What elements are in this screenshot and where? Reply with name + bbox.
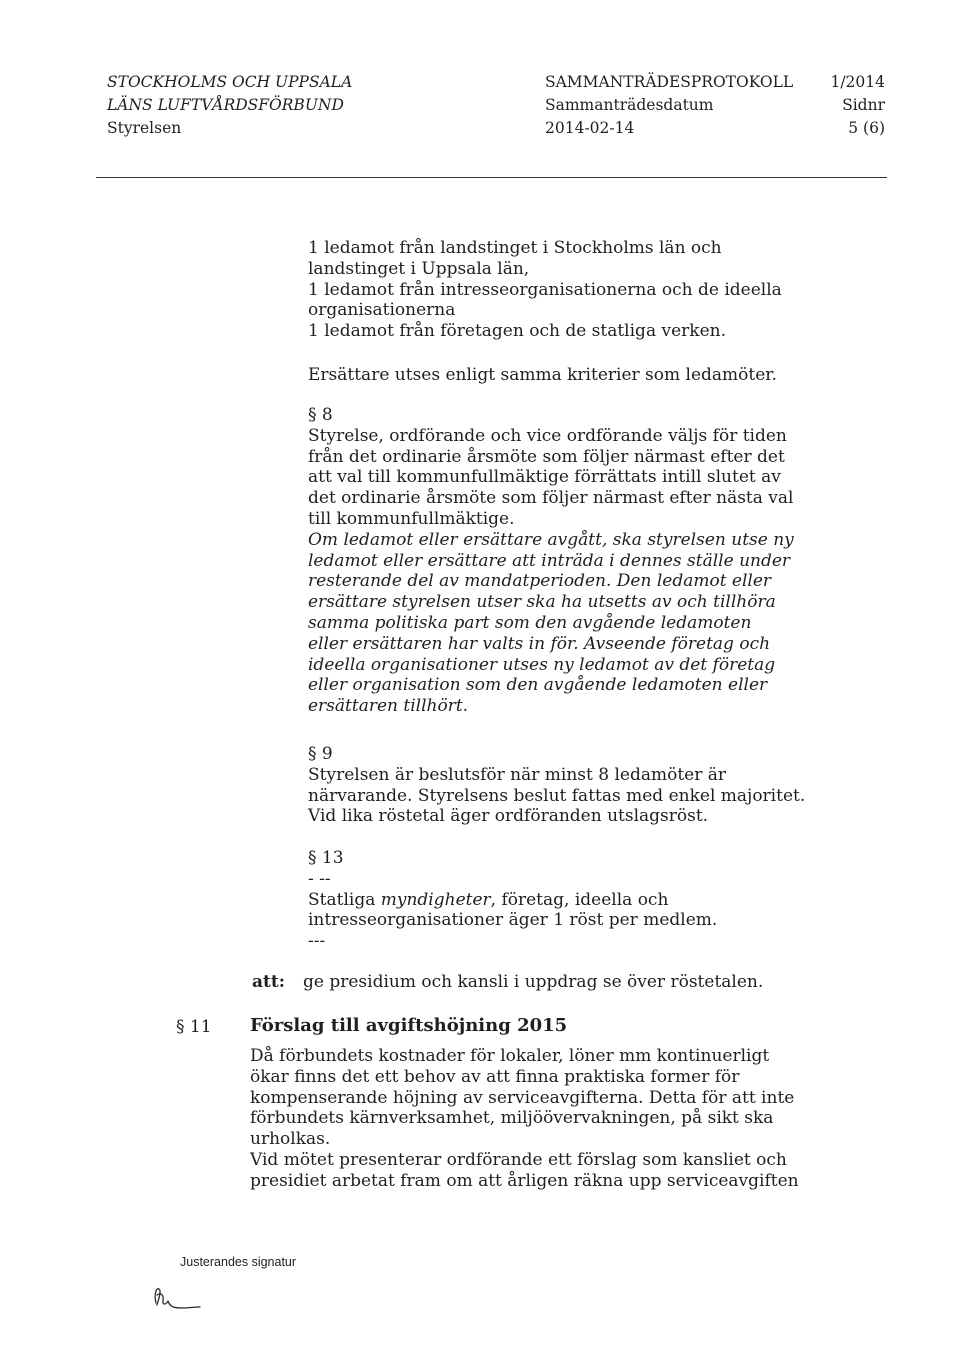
text-line: kompenserande höjning av serviceavgifterna. Detta för att inte [250,1087,795,1108]
italic-line: ideella organisationer utses ny ledamot av det företag [308,654,776,675]
italic-segment: myndigheter [380,889,491,910]
separator-bottom: --- [308,931,326,952]
section-body [250,1046,810,1192]
paragraph-13 [308,848,808,952]
section-number: § 11 [176,1017,212,1037]
text-line: 1 ledamot från landstinget i Stockholms län och [308,238,722,258]
members-list [308,238,808,342]
text-line: landstinget i Uppsala län, [308,258,530,279]
italic-line: Om ledamot eller ersättare avgått, ska styrelsen utse ny [308,529,794,550]
handwritten-initials [148,1281,204,1315]
protocol-number: 1/2014 [830,73,885,91]
text-line: 1 ledamot från företagen och de statliga verken. [308,321,726,342]
signature-label: Justerandes signatur [180,1255,297,1269]
text-line: organisationerna [308,300,456,321]
italic-line: ersättaren tillhört. [308,696,469,717]
date-label: Sammanträdesdatum [545,96,714,114]
text-line: urholkas. [250,1129,331,1150]
paragraph-9 [308,744,808,827]
text-line: Vid lika röstetal äger ordföranden utslagsröst. [308,806,709,827]
section-heading: Förslag till avgiftshöjning 2015 [250,1015,568,1036]
text-line: att val till kommunfullmäktige förrättats intill slutet av [308,467,781,488]
paragraph-heading: § 8 [308,405,333,425]
text-line: till kommunfullmäktige. [308,508,515,529]
header-divider [96,177,887,178]
page-number: 5 (6) [848,119,885,137]
text-line: ökar finns det ett behov av att finna praktiska former för [250,1066,740,1087]
decision-text: ge presidium och kansli i uppdrag se över röstetalen. [303,972,764,992]
paragraph-8 [308,405,808,717]
page-label: Sidnr [842,96,885,114]
org-name-line2: LÄNS LUFTVÅRDSFÖRBUND [107,96,344,114]
text-line: Styrelsen är beslutsför när minst 8 ledamöter är [308,764,727,785]
italic-line: eller ersättaren har valts in för. Avseende företag och [308,633,771,654]
text-line: från det ordinarie årsmöte som följer närmast efter det [308,446,785,467]
org-name-line1: STOCKHOLMS OCH UPPSALA [107,73,353,91]
header-organization [107,71,352,140]
decision-label: att: [252,972,285,992]
paragraph-heading: § 9 [308,744,333,764]
separator-top: - -- [308,868,331,889]
text-line: Ersättare utses enligt samma kriterier som ledamöter. [308,365,777,385]
italic-line: ersättare styrelsen utser ska ha utsetts av och tillhöra [308,592,776,613]
text-segment: Statliga [308,889,381,910]
italic-line: eller organisation som den avgående ledamoten eller [308,675,768,696]
text-line: presidiet arbetat fram om att årligen räkna upp serviceavgiften [250,1170,799,1191]
text-line: 1 ledamot från intresseorganisationerna och de ideella [308,279,782,300]
text-line: Då förbundets kostnader för lokaler, löner mm kontinuerligt [250,1046,770,1066]
text-segment: , företag, ideella och [490,889,669,910]
text-line: förbundets kärnverksamhet, miljöövervakningen, på sikt ska [250,1108,774,1129]
text-line: Vid mötet presenterar ordförande ett förslag som kansliet och [250,1149,787,1170]
document-type: SAMMANTRÄDESPROTOKOLL [545,73,794,91]
paragraph-heading: § 13 [308,848,344,868]
text-line: det ordinarie årsmöte som följer närmast efter nästa val [308,488,794,509]
italic-line: samma politiska part som den avgående ledamoten [308,612,752,633]
substitutes-paragraph [308,365,808,386]
text-line [308,890,808,911]
italic-line: resterande del av mandatperioden. Den ledamot eller [308,571,772,592]
header-document-info [545,71,793,140]
org-unit: Styrelsen [107,119,182,137]
header-page-info [813,71,885,140]
italic-line: ledamot eller ersättare att inträda i dennes ställe under [308,550,791,571]
text-line: intresseorganisationer äger 1 röst per medlem. [308,910,718,931]
text-line: närvarande. Styrelsens beslut fattas med enkel majoritet. [308,785,806,806]
date-value: 2014-02-14 [545,119,635,137]
text-line: Styrelse, ordförande och vice ordförande väljs för tiden [308,425,787,446]
